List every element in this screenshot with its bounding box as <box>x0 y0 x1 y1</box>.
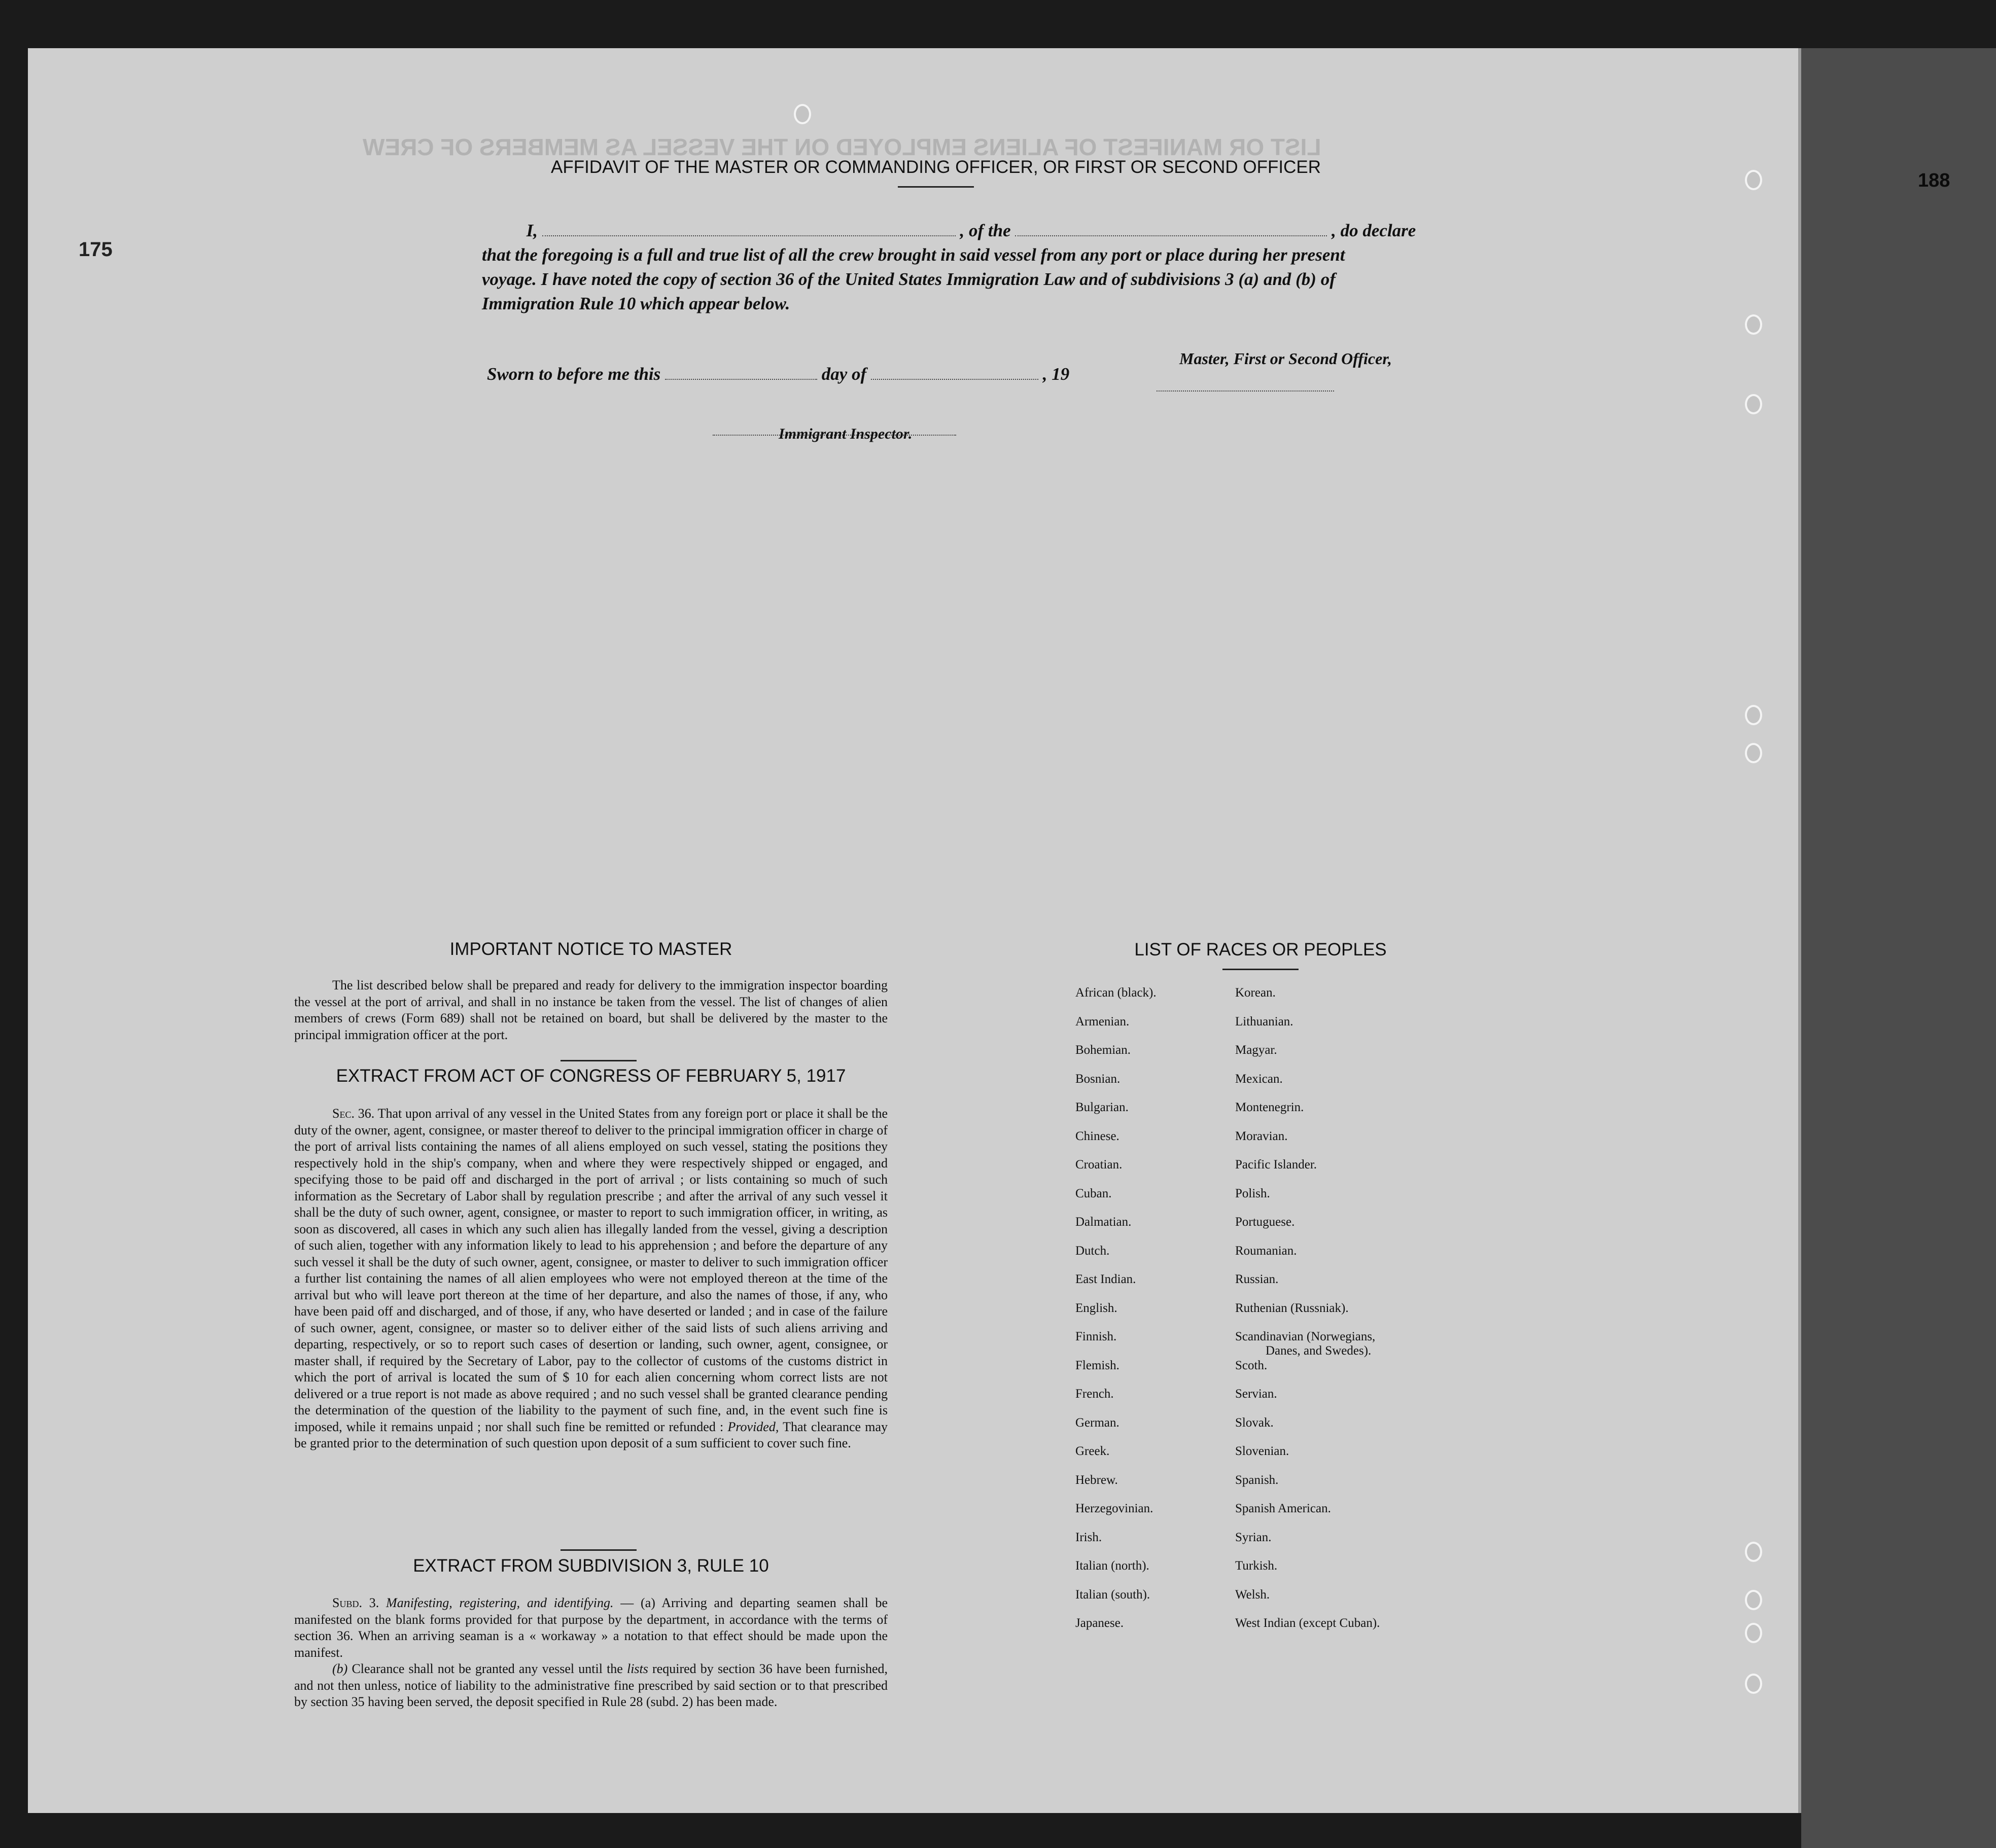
race-right: Korean. <box>1235 986 1276 1000</box>
race-left: Dalmatian. <box>1075 1215 1132 1229</box>
sworn-line: Sworn to before me this day of , 19 <box>487 364 1070 384</box>
race-right: Slovenian. <box>1235 1444 1289 1458</box>
sworn-month-blank[interactable] <box>871 367 1038 380</box>
race-left: East Indian. <box>1075 1272 1136 1286</box>
vessel-name-blank[interactable] <box>1015 223 1327 236</box>
race-right: Roumanian. <box>1235 1244 1297 1258</box>
manifest-page <box>28 48 1801 1813</box>
adjacent-page-edge <box>1801 48 1996 1848</box>
race-right: Russian. <box>1235 1272 1279 1286</box>
officer-name-blank[interactable] <box>542 223 956 236</box>
extract-rule-para-b: (b) Clearance shall not be granted any vessel until the lists required by section 36 have been furnished, and not then unless, notice of liability to the administrative fine prescribed by said section or to that prescribed by section 35 having been served, the deposit specified in Rule 28 (subd. 2) has been made. <box>294 1661 888 1709</box>
race-right: Spanish American. <box>1235 1502 1331 1515</box>
race-left: Herzegovinian. <box>1075 1502 1153 1515</box>
punch-hole <box>1745 1674 1762 1694</box>
race-left: Greek. <box>1075 1444 1110 1458</box>
affidavit-line-4: Immigration Rule 10 which appear below. <box>482 294 790 313</box>
race-left: Finnish. <box>1075 1330 1117 1343</box>
race-right: Montenegrin. <box>1235 1100 1304 1114</box>
race-left: Bulgarian. <box>1075 1100 1129 1114</box>
race-left: French. <box>1075 1387 1114 1401</box>
race-right: Mexican. <box>1235 1072 1283 1086</box>
notice-title: IMPORTANT NOTICE TO MASTER <box>449 939 732 959</box>
sworn-day-blank[interactable] <box>665 367 817 380</box>
extract-rule-para-a: Subd. 3. Manifesting, registering, and identifying. — (a) Arriving and departing seamen shall be manifested on the blank forms provided for that purpose by the department, in accordance with the terms of section 36. When an arriving seaman is a « workaway » a notation to that effect should be made upon the manifest. <box>294 1595 888 1660</box>
race-left: Cuban. <box>1075 1187 1112 1200</box>
race-left: Bosnian. <box>1075 1072 1120 1086</box>
punch-hole <box>1745 1623 1762 1643</box>
punch-hole <box>794 104 811 124</box>
race-right: Servian. <box>1235 1387 1277 1401</box>
race-right-continued: Danes, and Swedes). <box>1266 1344 1372 1358</box>
affidavit-title: AFFIDAVIT OF THE MASTER OR COMMANDING OFFICER, OR FIRST OR SECOND OFFICER <box>550 157 1321 177</box>
race-right: Moravian. <box>1235 1129 1288 1143</box>
race-left: Croatian. <box>1075 1158 1123 1171</box>
race-right: Spanish. <box>1235 1473 1279 1487</box>
race-left: German. <box>1075 1416 1119 1430</box>
punch-hole <box>1745 1590 1762 1610</box>
races-title: LIST OF RACES OR PEOPLES <box>1134 940 1387 959</box>
race-right: West Indian (except Cuban). <box>1235 1616 1380 1630</box>
race-left: Bohemian. <box>1075 1043 1131 1057</box>
page-number: 188 <box>1918 170 1950 191</box>
punch-hole <box>1745 1542 1762 1562</box>
race-right: Scoth. <box>1235 1359 1268 1372</box>
race-right: Polish. <box>1235 1187 1270 1200</box>
race-left: Italian (south). <box>1075 1588 1150 1602</box>
master-signature-label: Master, First or Second Officer, <box>1179 349 1392 368</box>
bleed-through-header: LIST OR MANIFEST OF ALIENS EMPLOYED ON THE VESSEL AS MEMBERS OF CREW <box>363 134 1321 160</box>
punch-hole <box>1745 705 1762 725</box>
race-right: Welsh. <box>1235 1588 1270 1602</box>
race-right: Lithuanian. <box>1235 1015 1293 1028</box>
race-right: Portuguese. <box>1235 1215 1295 1229</box>
extract-act-title: EXTRACT FROM ACT OF CONGRESS OF FEBRUARY 5, 1917 <box>336 1066 846 1086</box>
race-left: Armenian. <box>1075 1015 1130 1028</box>
race-left: Japanese. <box>1075 1616 1124 1630</box>
races-title-underline <box>1222 969 1299 970</box>
affidavit-line-1: I, , of the , do declare <box>526 221 1416 240</box>
race-left: African (black). <box>1075 986 1157 1000</box>
race-right: Syrian. <box>1235 1531 1272 1544</box>
affidavit-line-3: voyage. I have noted the copy of section 36 of the United States Immigration Law and of subdivisions 3 (a) and (b) of <box>482 269 1336 289</box>
race-right: Pacific Islander. <box>1235 1158 1317 1171</box>
notice-divider <box>561 1060 637 1061</box>
race-right: Slovak. <box>1235 1416 1274 1430</box>
punch-hole <box>1745 314 1762 335</box>
race-left: Irish. <box>1075 1531 1102 1544</box>
notice-body: The list described below shall be prepared and ready for delivery to the immigration inspector boarding the vessel at the port of arrival, and shall in no instance be taken from the vessel. The list of changes of alien members of crews (Form 689) shall not be retained on board, but shall be delivered by the master to the principal immigration officer at the port. <box>294 978 888 1042</box>
race-right: Turkish. <box>1235 1559 1278 1573</box>
race-left: Hebrew. <box>1075 1473 1118 1487</box>
act-divider <box>561 1549 637 1551</box>
race-left: Dutch. <box>1075 1244 1110 1258</box>
race-left: Italian (north). <box>1075 1559 1149 1573</box>
race-right: Magyar. <box>1235 1043 1277 1057</box>
punch-hole <box>1745 394 1762 414</box>
race-left: Chinese. <box>1075 1129 1119 1143</box>
punch-hole <box>1745 743 1762 763</box>
punch-hole <box>1745 170 1762 190</box>
title-underline <box>898 186 974 188</box>
inspector-signature-label: Immigrant Inspector. <box>779 425 913 442</box>
race-right: Ruthenian (Russniak). <box>1235 1301 1349 1315</box>
race-left: Flemish. <box>1075 1359 1119 1372</box>
margin-stamp-number: 175 <box>79 238 113 261</box>
race-right: Scandinavian (Norwegians, <box>1235 1330 1376 1343</box>
master-signature-line[interactable] <box>1157 390 1334 392</box>
extract-rule-title: EXTRACT FROM SUBDIVISION 3, RULE 10 <box>413 1556 769 1576</box>
race-left: English. <box>1075 1301 1117 1315</box>
extract-act-body: Sec. 36. That upon arrival of any vessel in the United States from any foreign port or place it shall be the duty of the owner, agent, consignee, or master thereof to deliver to the principal immigration officer in charge of the port of arrival lists containing the names of all aliens employed on such vessel, stating the positions they respectively hold in the ship's company, when and where they were respectively shipped or engaged, and specifying those to be paid off and discharged in the port of arrival ; or lists containing so much of such information as the Secretary of Labor shall by regulation prescribe ; and after the arrival of any such vessel it shall be the duty of such owner, agent, consignee, or master to report to such immigration officer, in writing, as soon as discovered, all cases in which any such alien has illegally landed from the vessel, giving a description of such alien, together with any information likely to lead to his apprehension ; and before the departure of any such vessel it shall be the duty of such owner, agent, consignee, or master to deliver to such immigration officer a further list containing the names of all alien employees who were not employed thereon at the time of the arrival but who will leave port thereon at the time of her departure, and also the names of those, if any, who have been paid off and discharged, and of those, if any, who have deserted or landed ; and in case of the failure of such owner, agent, consignee, or master so to deliver either of the said lists of such aliens arriving and departing, respectively, or so to report such cases of desertion or landing, such owner, agent, consignee, or master shall, if required by the Secretary of Labor, pay to the collector of customs of the customs district in which the port of arrival is located the sum of $ 10 for each alien concerning whom correct lists are not delivered or a true report is not made as above required ; and no such vessel shall be granted clearance pending the determination of the question of the liability to the payment of such fine, and, in the event such fine is imposed, while it remains unpaid ; nor shall such fine be remitted or refunded : Provided, That clearance may be granted prior to the determination of such question upon deposit of a sum sufficient to cover such fine. <box>294 1106 888 1450</box>
affidavit-line-2: that the foregoing is a full and true list of all the crew brought in said vessel from any port or place during her present <box>482 245 1345 265</box>
